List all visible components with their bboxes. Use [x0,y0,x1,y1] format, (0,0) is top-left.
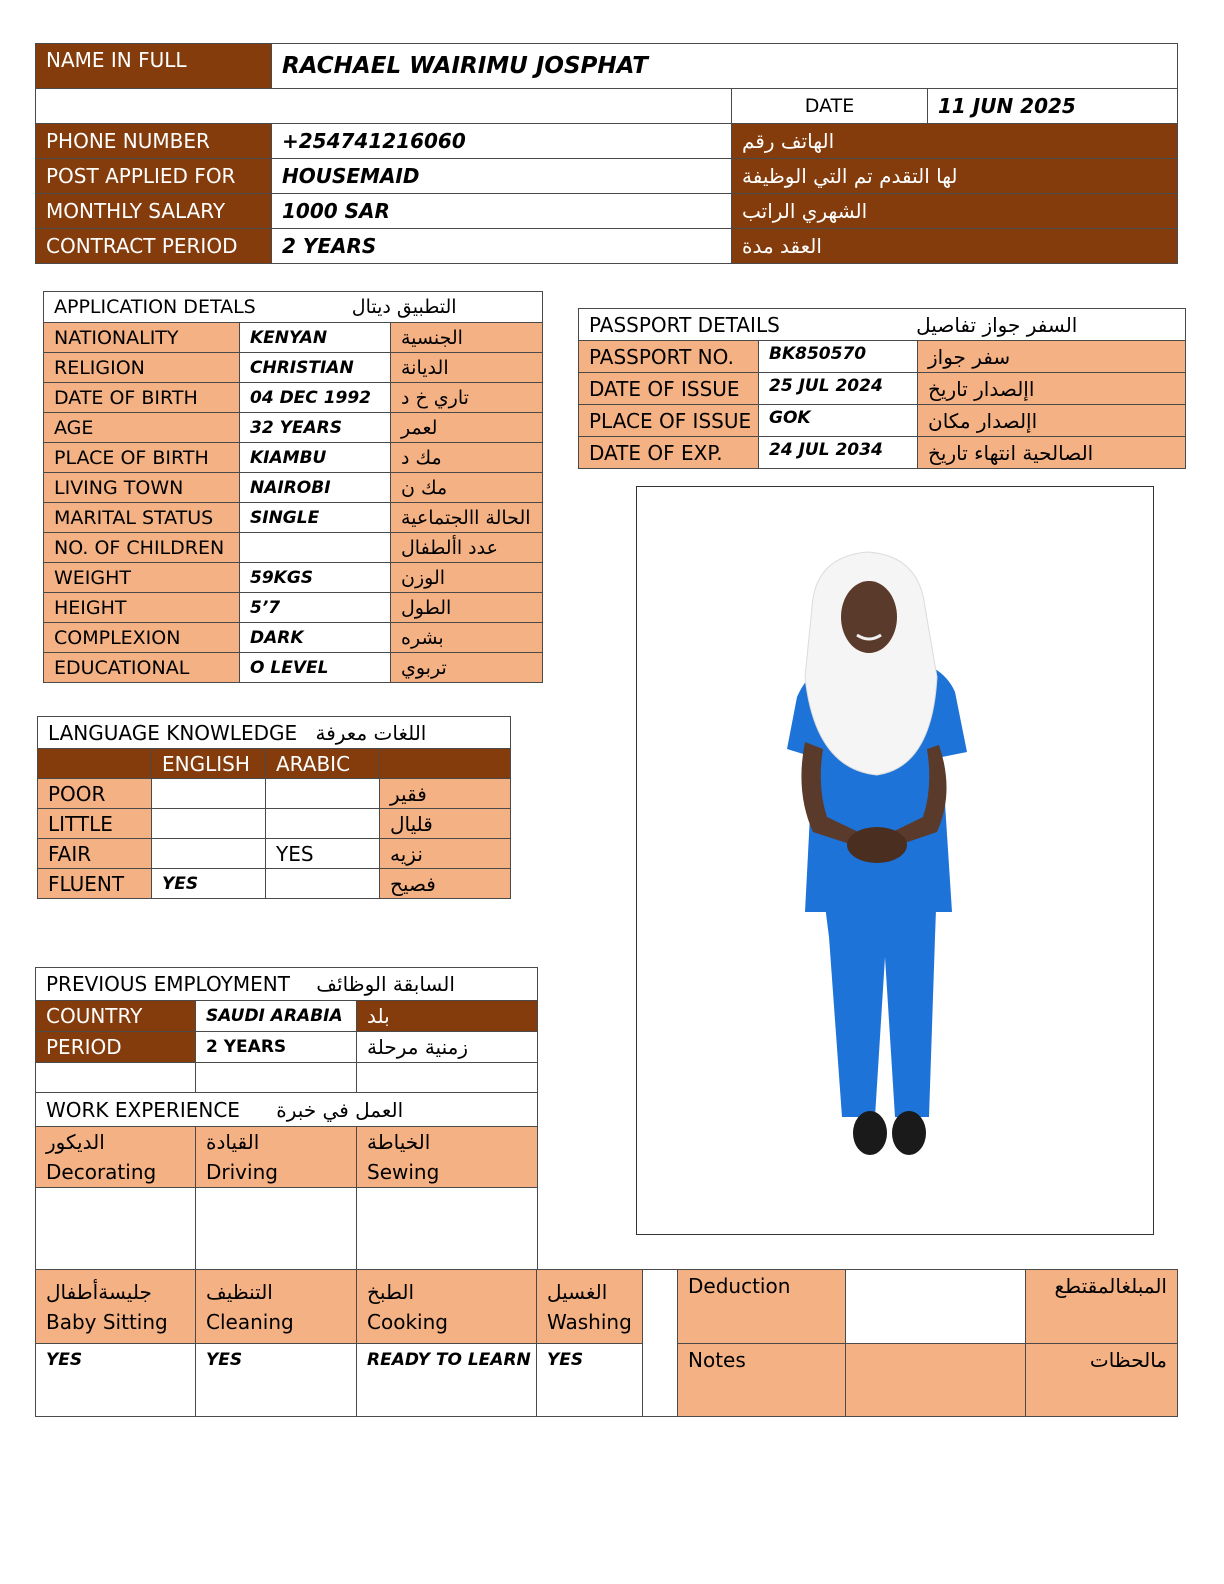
table-row [38,779,511,809]
skill-washing [537,1270,643,1344]
employment-table [35,967,538,1271]
post-value: HOUSEMAID [272,159,732,194]
country-value: SAUDI ARABIA [196,1001,357,1032]
employment-title-ar: السابقة الوظائف [316,972,455,996]
skill-baby-sitting [36,1270,196,1344]
contract-label-ar: العقد مدة [732,229,1178,264]
phone-label: PHONE NUMBER [36,124,272,159]
skill-en: Washing [547,1309,632,1334]
passport-field-label-ar: الصالحية انتهاء تاريخ [918,437,1186,469]
skill-ar: القيادة [206,1130,260,1154]
application-field-value: NAIROBI [240,473,391,503]
application-field-label-ar: الجنسية [391,323,543,353]
passport-field-value: GOK [759,405,918,437]
application-field-label: LIVING TOWN [44,473,240,503]
period-label: PERIOD [36,1032,196,1063]
washing-value: YES [537,1344,643,1417]
date-value: 11 JUN 2025 [928,89,1178,124]
cleaning-value: YES [196,1344,357,1417]
skill-decorating [36,1127,196,1188]
employment-title [36,968,538,1001]
skill-driving [196,1127,357,1188]
application-field-value: 32 YEARS [240,413,391,443]
col-english: ENGLISH [152,749,266,779]
language-title-en: LANGUAGE KNOWLEDGE [48,720,298,745]
passport-title [579,309,1186,341]
cooking-value: READY TO LEARN [357,1344,537,1417]
language-table [37,716,511,899]
passport-field-label-ar: اإلصدار تاريخ [918,373,1186,405]
english-level-value [152,779,266,809]
language-level-label: FLUENT [38,869,152,899]
application-field-value: CHRISTIAN [240,353,391,383]
skill-en: Baby Sitting [46,1309,168,1334]
application-field-label: NO. OF CHILDREN [44,533,240,563]
language-level-label-ar: قليال [380,809,511,839]
skill-ar: الطبخ [367,1279,415,1304]
table-row [579,405,1186,437]
passport-title-en: PASSPORT DETAILS [589,312,780,337]
application-field-label-ar: الحالة االجتماعية [391,503,543,533]
passport-field-value: BK850570 [759,341,918,373]
skill-cooking [357,1270,537,1344]
passport-field-label: PASSPORT NO. [579,341,759,373]
language-level-label-ar: نزيه [380,839,511,869]
application-field-value: KENYAN [240,323,391,353]
arabic-level-value: YES [266,839,380,869]
application-field-label: DATE OF BIRTH [44,383,240,413]
col-arabic: ARABIC [266,749,380,779]
table-row [44,383,543,413]
table-row [38,839,511,869]
table-row [38,869,511,899]
skill-value-cell [357,1188,538,1271]
application-title-en: APPLICATION DETALS [54,296,256,318]
blank-cell [643,1270,678,1417]
blank-cell [36,1063,196,1093]
application-field-label-ar: الطول [391,593,543,623]
application-field-label: PLACE OF BIRTH [44,443,240,473]
table-row [579,341,1186,373]
arabic-level-value [266,869,380,899]
passport-field-label-ar: سفر جواز [918,341,1186,373]
arabic-level-value [266,779,380,809]
notes-label: Notes [678,1344,846,1417]
arabic-level-value [266,809,380,839]
period-label-ar: زمنية مرحلة [357,1032,538,1063]
table-row [44,443,543,473]
language-level-label-ar: فقير [380,779,511,809]
experience-title-ar: العمل في خبرة [276,1097,404,1122]
date-label: DATE [732,89,928,124]
contract-value: 2 YEARS [272,229,732,264]
application-field-label-ar: الوزن [391,563,543,593]
application-field-label: RELIGION [44,353,240,383]
application-table [43,291,543,683]
table-row [44,593,543,623]
deduction-table [677,1269,1178,1417]
notes-value [846,1344,1026,1417]
skill-cleaning [196,1270,357,1344]
experience-title-en: WORK EXPERIENCE [46,1097,240,1122]
english-level-value [152,839,266,869]
skill-en: Sewing [367,1160,440,1184]
application-field-label: WEIGHT [44,563,240,593]
application-field-label: COMPLEXION [44,623,240,653]
language-title [38,717,511,749]
language-title-ar: اللغات معرفة [315,720,427,745]
passport-field-label: PLACE OF ISSUE [579,405,759,437]
passport-table [578,308,1186,469]
application-field-value: DARK [240,623,391,653]
deduction-label-ar: المبلغالمقتطع [1026,1270,1178,1344]
skill-ar: الخياطة [367,1130,431,1154]
skill-sewing [357,1127,538,1188]
table-row [44,473,543,503]
skill-ar: الغسيل [547,1279,608,1304]
skills-bottom-table [35,1269,678,1417]
language-level-label: POOR [38,779,152,809]
application-field-label-ar: تربوي [391,653,543,683]
application-field-label: AGE [44,413,240,443]
application-field-label-ar: مك ن [391,473,543,503]
application-title [44,292,543,323]
notes-label-ar: مالحظات [1026,1344,1178,1417]
baby-sitting-value: YES [36,1344,196,1417]
language-level-label: FAIR [38,839,152,869]
application-field-value: SINGLE [240,503,391,533]
application-field-label-ar: مك د [391,443,543,473]
passport-title-ar: السفر جواز تفاصيل [916,312,1078,337]
language-header-blank-2 [380,749,511,779]
table-row [44,533,543,563]
english-level-value: YES [152,869,266,899]
passport-field-value: 24 JUL 2034 [759,437,918,469]
table-row [44,503,543,533]
language-level-label-ar: فصيح [380,869,511,899]
application-field-label: HEIGHT [44,593,240,623]
skill-ar: الديكور [46,1130,105,1154]
application-field-label: NATIONALITY [44,323,240,353]
country-label: COUNTRY [36,1001,196,1032]
post-label-ar: لها التقدم تم التي الوظيفة [732,159,1178,194]
application-field-value [240,533,391,563]
skill-en: Cleaning [206,1309,294,1334]
language-header-blank [38,749,152,779]
country-label-ar: بلد [357,1001,538,1032]
table-row [579,373,1186,405]
table-row [38,809,511,839]
application-field-label: MARITAL STATUS [44,503,240,533]
application-field-value: O LEVEL [240,653,391,683]
skill-en: Cooking [367,1309,448,1334]
salary-value: 1000 SAR [272,194,732,229]
contract-label: CONTRACT PERIOD [36,229,272,264]
application-field-value: 59KGS [240,563,391,593]
post-label: POST APPLIED FOR [36,159,272,194]
application-field-label-ar: لعمر [391,413,543,443]
employment-title-en: PREVIOUS EMPLOYMENT [46,972,290,996]
table-row [579,437,1186,469]
application-field-value: 5’7 [240,593,391,623]
application-field-label-ar: تاري خ د [391,383,543,413]
skill-value-cell [196,1188,357,1271]
skill-en: Decorating [46,1160,157,1184]
salary-label: MONTHLY SALARY [36,194,272,229]
phone-value: +254741216060 [272,124,732,159]
english-level-value [152,809,266,839]
deduction-value [846,1270,1026,1344]
applicant-photo [637,487,1153,1234]
passport-field-label-ar: اإلصدار مكان [918,405,1186,437]
table-row [44,353,543,383]
phone-label-ar: الهاتف رقم [732,124,1178,159]
table-row [44,623,543,653]
passport-field-value: 25 JUL 2024 [759,373,918,405]
period-value: 2 YEARS [196,1032,357,1063]
salary-label-ar: الشهري الراتب [732,194,1178,229]
skill-en: Driving [206,1160,278,1184]
blank-cell [357,1063,538,1093]
application-field-label-ar: عدد األطفال [391,533,543,563]
deduction-label: Deduction [678,1270,846,1344]
passport-field-label: DATE OF ISSUE [579,373,759,405]
blank-cell [36,89,732,124]
blank-cell [196,1063,357,1093]
application-field-value: KIAMBU [240,443,391,473]
application-field-value: 04 DEC 1992 [240,383,391,413]
language-level-label: LITTLE [38,809,152,839]
name-value: RACHAEL WAIRIMU JOSPHAT [272,44,1178,89]
header-table [35,43,1178,264]
name-label: NAME IN FULL [36,44,272,89]
table-row [44,563,543,593]
table-row [44,653,543,683]
passport-field-label: DATE OF EXP. [579,437,759,469]
experience-title [36,1093,538,1127]
skill-ar: جليسةأطفال [46,1279,152,1304]
table-row [44,413,543,443]
photo-frame [636,486,1154,1235]
table-row [44,323,543,353]
application-field-label: EDUCATIONAL [44,653,240,683]
application-field-label-ar: بشره [391,623,543,653]
application-field-label-ar: الديانة [391,353,543,383]
skill-value-cell [36,1188,196,1271]
skill-ar: التنظيف [206,1279,273,1304]
application-title-ar: التطبيق ديتال [351,296,457,318]
